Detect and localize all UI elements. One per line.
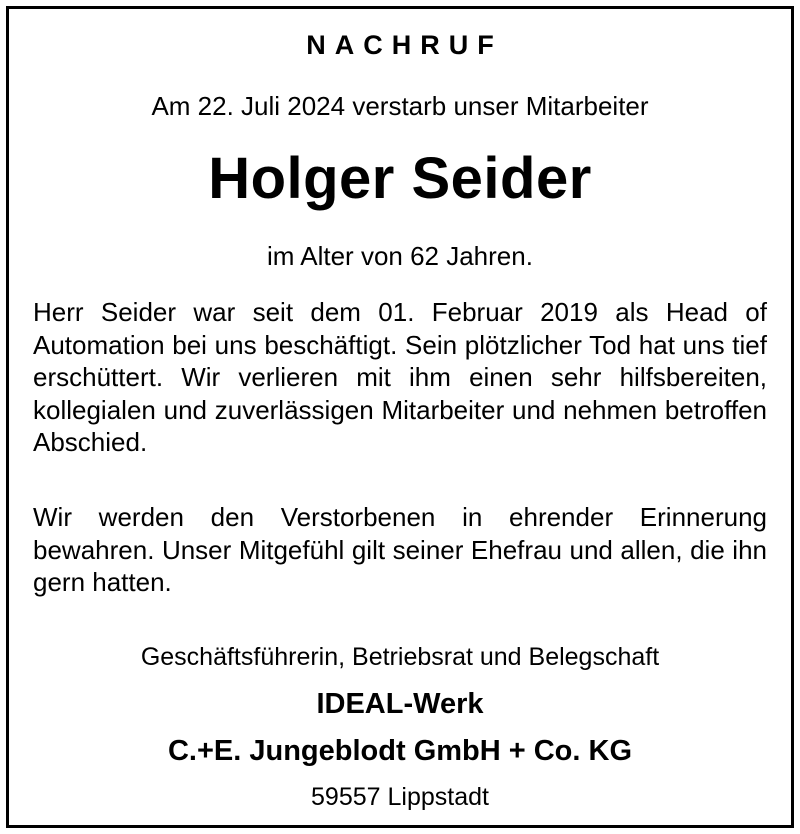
signers-line: Geschäftsführerin, Betriebsrat und Belegschaft [140, 643, 660, 671]
company-legal-name: C.+E. Jungeblodt GmbH + Co. KG [167, 735, 633, 767]
tribute-paragraph: Herr Seider war seit dem 01. Februar 2019 als Head of Automation bei uns beschäftigt. Sein plötzlicher Tod hat uns tief erschüttert. Wir verlieren mit ihm einen sehr hilfsbereiten, kollegialen und zuverlässigen Mitarbeiter und nehmen betroffen Abschied. [33, 297, 767, 457]
deceased-name: Holger Seider [208, 146, 592, 211]
age-line: im Alter von 62 Jahren. [267, 241, 533, 271]
remembrance-paragraph: Wir werden den Verstorbenen in ehrender Erinnerung bewahren. Unser Mitgefühl gilt seiner Ehefrau und allen, die ihn gern hatten. [33, 502, 767, 597]
obituary-frame [6, 6, 794, 828]
intro-line: Am 22. Juli 2024 verstarb unser Mitarbeiter [151, 91, 649, 121]
obituary-heading: NACHRUF [306, 30, 503, 60]
company-name: IDEAL-Werk [316, 688, 484, 720]
obituary-content [33, 9, 767, 825]
company-city: 59557 Lippstadt [311, 783, 489, 811]
